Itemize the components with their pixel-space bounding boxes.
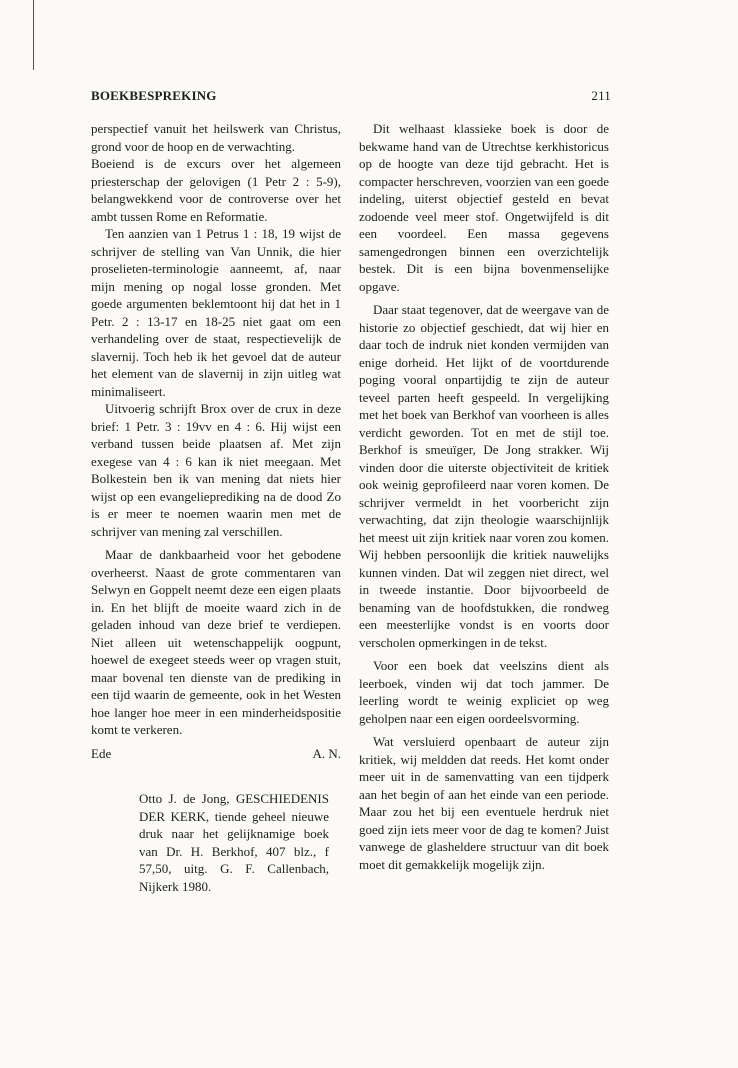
section-title: BOEKBESPREKING (91, 88, 217, 103)
page-number: 211 (591, 88, 611, 103)
review-signature (91, 745, 341, 763)
paragraph: Daar staat tegenover, dat de weergave van de historie zo objectief geschiedt, dat wij hier en daar toch de indruk niet konden vermijden van enige dorheid. Het lijkt of de voortdurende poging vooral onpartijdig te zijn de auteur teveel parten heeft gespeeld. In vergelijking met het boek van Berkhof van voorheen is alles verdicht geworden. Tot en met de stijl toe. Berkhof is smeuïger, De Jong strakker. Wij vinden door die uiterste objectiviteit de kritiek ook weinig geprofileerd naar voren komen. De schrijver vermeldt in het voorbericht zijn verwachting, dat zijn theologie waarschijnlijk het meest uit zijn kritiek naar voren zou komen. Wij hebben persoonlijk die kritiek nauwelijks kunnen vinden. Dat wil zeggen niet direct, wel in tweede instantie. Door bijvoorbeeld de benaming van de hoofdstukken, die rondweg een meesterlijke vondst is en voorts door verscholen opmerkingen in de tekst. (359, 302, 609, 650)
right-column (359, 120, 609, 873)
scan-margin-line (33, 0, 34, 70)
left-column (91, 120, 341, 895)
paragraph: Boeiend is de excurs over het algemeen priesterschap der gelovigen (1 Petr 2 : 5-9), belangwekkend voor de controverse over het ambt tussen Rome en Reformatie. (91, 156, 341, 224)
signature-initials: A. N. (312, 745, 341, 761)
book-reference: Otto J. de Jong, GESCHIEDENIS DER KERK, tiende geheel nieuwe druk naar het gelijknamige boek van Dr. H. Berkhof, 407 blz., f 57,50, uitg. G. F. Callenbach, Nijkerk 1980. (139, 791, 329, 894)
paragraph: Wat versluierd openbaart de auteur zijn kritiek, wij meldden dat reeds. Het komt onder meer uit in de samenvatting van een tijdperk aan het begin of aan het einde van een periode. Maar zou het bij een eventuele herdruk niet goed zijn iets meer voor de dag te komen? Juist vanwege de glasheldere structuur van dit boek moet dit gemakkelijk mogelijk zijn. (359, 734, 609, 872)
paragraph: Voor een boek dat veelszins dient als leerboek, vinden wij dat toch jammer. De leerling wordt te weinig expliciet op weg geholpen naar een eigen oordeelsvorming. (359, 658, 609, 726)
paragraph: Ten aanzien van 1 Petrus 1 : 18, 19 wijst de schrijver de stelling van Van Unnik, die hier proselieten-terminologie aanneemt, af, naar mijn mening op nogal losse gronden. Met goede argumenten beklemtoont hij dat het in 1 Petr. 2 : 13-17 en 18-25 niet gaat om een verhandeling over de staat, respectievelijk de slavernij. Toch heb ik het gevoel dat de auteur het element van de slavernij in zijn uitleg wat minimaliseert. (91, 226, 341, 399)
signature-place: Ede (91, 745, 112, 761)
paragraph: Dit welhaast klassieke boek is door de bekwame hand van de Utrechtse kerkhistoricus op de hoogte van deze tijd gebracht. Het is compacter herschreven, voorzien van een goede indeling, uiterst objectief gesteld en bevat zodoende veel meer stof. Ongetwijfeld is dit een voordeel. Een massa gegevens samengedrongen binnen een overzichtelijk bestek. Dit is een bijna bovenmenselijke opgave. (359, 121, 609, 294)
paragraph: perspectief vanuit het heilswerk van Christus, grond voor de hoop en de verwachting. (91, 121, 341, 154)
paragraph: Maar de dankbaarheid voor het gebodene overheerst. Naast de grote commentaren van Selwyn en Goppelt neemt deze een eigen plaats in. En het blijft de moeite waard zich in de geladen inhoud van deze brief te verdiepen. Niet alleen uit wetenschappelijk oogpunt, hoewel de exegeet steeds weer op vragen stuit, maar bovenal ten dienste van de prediking in een tijd waarin de gemeente, ook in het Westen hoe langer hoe meer in een minderheidspositie komt te verkeren. (91, 547, 341, 737)
paragraph: Uitvoerig schrijft Brox over de crux in deze brief: 1 Petr. 3 : 19vv en 4 : 6. Hij wijst een verband tussen beide plaatsen af. Met zijn exegese van 4 : 6 kan ik niet meegaan. Met Bolkestein ben ik van mening dat niets hier wijst op een evangelieprediking na de dood Zo is er meer te noemen waarin men met de schrijver van mening zal verschillen. (91, 401, 341, 539)
